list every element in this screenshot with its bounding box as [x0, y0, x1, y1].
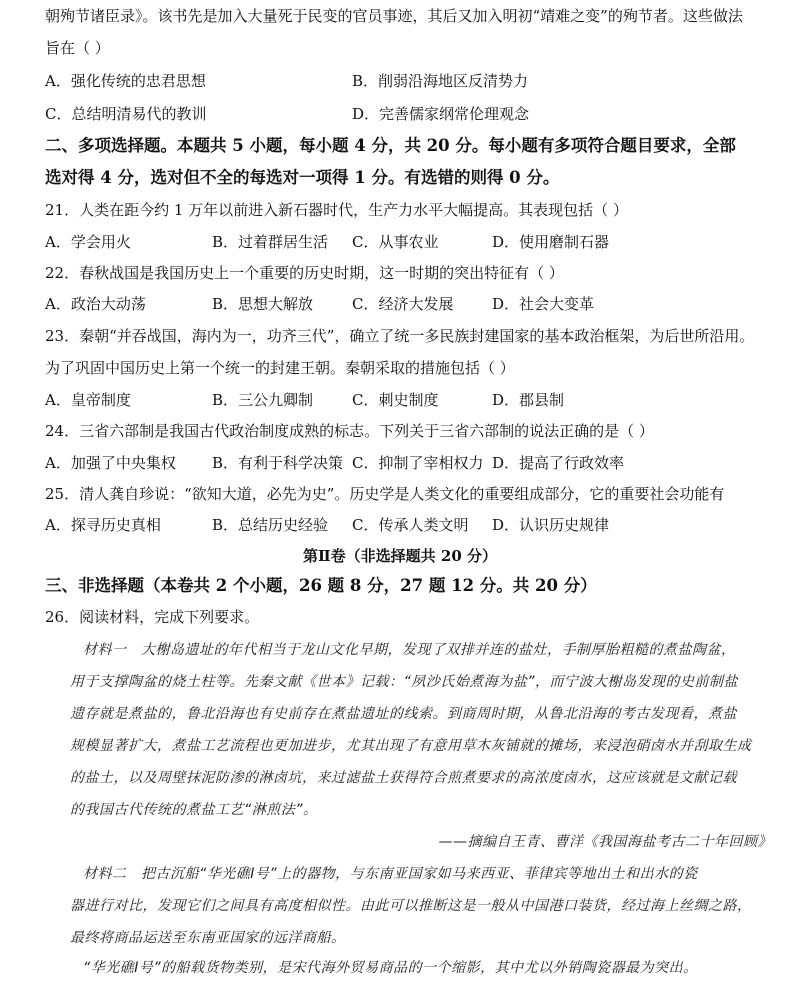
material1-line: 遗存就是煮盐的，鲁北沿海也有史前存在煮盐遗址的线索。到商周时期，从鲁北沿海的考古发现看，煮盐	[70, 706, 737, 722]
q23-stem-line2: 为了巩固中国历史上第一个统一的封建王朝。秦朝采取的措施包括（ ）	[45, 359, 515, 377]
material2-line: 材料二 把古沉船“华光礁Ⅰ号”上的器物，与东南亚国家如马来西亚、菲律宾等地出土和出水的瓷	[83, 866, 698, 882]
material2-line: 器进行对比，发现它们之间具有高度相似性。由此可以推断这是一般从中国港口装货，经过海上丝绸之路，	[70, 898, 752, 914]
q20-stem-line1: 朝殉节诸臣录》。该书先是加入大量死于民变的官员事迹，其后又加入明初“靖难之变”的殉节者。这些做法	[45, 7, 743, 25]
q26-stem: 26．阅读材料，完成下列要求。	[45, 608, 260, 626]
q24-option-a[interactable]: A．加强了中央集权	[45, 454, 176, 472]
material1-source: ——摘编自王青、曹洋《我国海盐考古二十年回顾》	[438, 834, 772, 850]
q23-option-b[interactable]: B．三公九卿制	[212, 391, 314, 409]
q23-option-d[interactable]: D．郡县制	[492, 391, 565, 409]
q22-option-d[interactable]: D．社会大变革	[492, 295, 595, 313]
material1-line: 的盐土，以及周壁抹泥防渗的淋卤坑，来过滤盐土获得符合煎煮要求的高浓度卤水，这应该就是文献记载	[70, 770, 737, 786]
q23-option-c[interactable]: C．刺史制度	[352, 391, 439, 409]
material1-line: 材料一 大榭岛遗址的年代相当于龙山文化早期，发现了双排并连的盐灶，手制厚胎粗糙的煮盐陶盆，	[83, 642, 736, 658]
q25-option-a[interactable]: A．探寻历史真相	[45, 516, 161, 534]
q21-option-d[interactable]: D．使用磨制石器	[492, 233, 610, 251]
q24-option-b[interactable]: B．有利于科学决策	[212, 454, 344, 472]
q22-option-a[interactable]: A．政治大动荡	[45, 295, 146, 313]
q20-option-d[interactable]: D．完善儒家纲常伦理观念	[352, 105, 530, 123]
section2-title-line1: 二、多项选择题。本题共 5 小题，每小题 4 分，共 20 分。每小题有多项符合题目要求，全部	[45, 136, 736, 155]
part2-title: 第Ⅱ卷（非选择题共 20 分）	[303, 547, 497, 565]
q25-stem: 25．清人龚自珍说：“欲知大道，必先为史”。历史学是人类文化的重要组成部分，它的重要社会功能有	[45, 485, 725, 503]
q23-stem-line1: 23．秦朝“并吞战国，海内为一，功齐三代”，确立了统一多民族封建国家的基本政治框架，为后世所沿用。	[45, 327, 755, 345]
q25-option-b[interactable]: B．总结历史经验	[212, 516, 329, 534]
q21-option-b[interactable]: B．过着群居生活	[212, 233, 329, 251]
section2-title-line2: 选对得 4 分，选对但不全的每选对一项得 1 分。有选错的则得 0 分。	[45, 168, 560, 187]
q20-option-a[interactable]: A．强化传统的忠君思想	[45, 72, 206, 90]
material2-line: 最终将商品运送至东南亚国家的远洋商船。	[70, 930, 346, 946]
q22-option-b[interactable]: B．思想大解放	[212, 295, 314, 313]
q25-option-c[interactable]: C．传承人类文明	[352, 516, 469, 534]
section3-title: 三、非选择题（本卷共 2 个小题，26 题 8 分，27 题 12 分。共 20 分）	[45, 576, 597, 595]
material1-line: 用于支撑陶盆的烧土柱等。先秦文献《世本》记载：“夙沙氏始煮海为盐”，而宁波大榭岛发现的史前制盐	[70, 674, 739, 690]
material1-line: 规模显著扩大，煮盐工艺流程也更加进步，尤其出现了有意用草木灰铺就的摊场，来浸泡硝卤水并刮取生成	[70, 738, 752, 754]
material1-line: 的我国古代传统的煮盐工艺“淋煎法”。	[70, 802, 318, 818]
q24-stem: 24．三省六部制是我国古代政治制度成熟的标志。下列关于三省六部制的说法正确的是（ ）	[45, 422, 654, 440]
q23-option-a[interactable]: A．皇帝制度	[45, 391, 131, 409]
q22-option-c[interactable]: C．经济大发展	[352, 295, 454, 313]
q20-option-b[interactable]: B．削弱沿海地区反清势力	[352, 72, 529, 90]
q20-stem-line2: 旨在（ ）	[45, 39, 110, 57]
q20-option-c[interactable]: C．总结明清易代的教训	[45, 105, 207, 123]
q24-option-c[interactable]: C．抑制了宰相权力	[352, 454, 484, 472]
q24-option-d[interactable]: D．提高了行政效率	[492, 454, 625, 472]
q21-stem: 21．人类在距今约 1 万年以前进入新石器时代，生产力水平大幅提高。其表现包括（ ）	[45, 201, 628, 219]
material2-line: “华光礁Ⅰ号”的船载货物类别，是宋代海外贸易商品的一个缩影，其中尤以外销陶瓷器最为突出。	[83, 960, 698, 976]
q21-option-c[interactable]: C．从事农业	[352, 233, 439, 251]
q21-option-a[interactable]: A．学会用火	[45, 233, 131, 251]
q25-option-d[interactable]: D．认识历史规律	[492, 516, 610, 534]
q22-stem: 22．春秋战国是我国历史上一个重要的历史时期，这一时期的突出特征有（ ）	[45, 264, 564, 282]
